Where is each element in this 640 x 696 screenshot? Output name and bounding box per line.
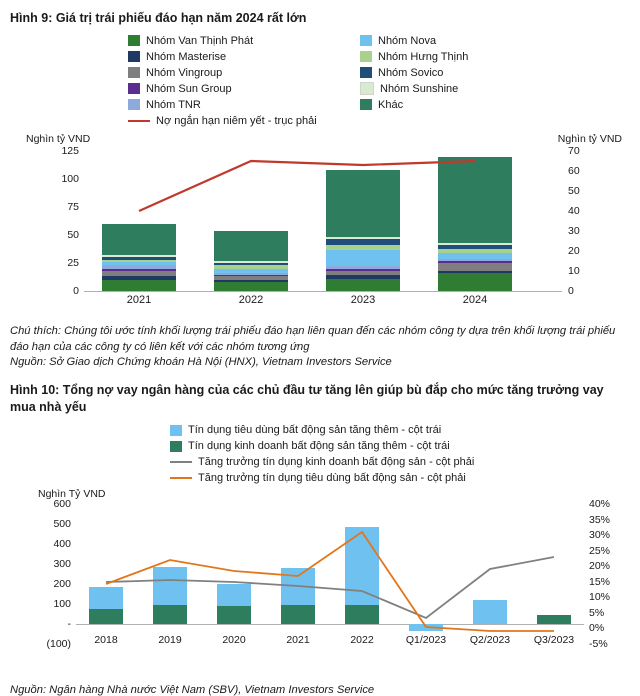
legend-item-hung-thinh: [360, 49, 560, 65]
y-tick-right: 70: [568, 144, 580, 157]
business-credit-growth-line: [106, 557, 554, 618]
legend-swatch: [170, 425, 182, 436]
y-tick-left: 0: [73, 284, 79, 297]
legend-swatch: [128, 67, 140, 78]
x-label-2024: 2024: [462, 293, 488, 306]
x-label-q1-2023: Q1/2023: [405, 634, 447, 647]
legend-item-business-credit: [170, 438, 630, 454]
y-tick-left: 50: [67, 228, 79, 241]
y-tick-left: 200: [53, 578, 71, 591]
legend-label: Nhóm TNR: [146, 98, 201, 111]
x-label-2021: 2021: [286, 634, 310, 647]
figure2-left-axis-unit: Nghìn Tỷ VND: [38, 488, 106, 501]
figure1-right-axis-unit: Nghìn tỷ VND: [557, 132, 622, 145]
figure2-chart: [10, 488, 630, 668]
y-tick-left: (100): [46, 638, 71, 651]
figure1-legend: [10, 33, 630, 129]
x-label-q3-2023: Q3/2023: [533, 634, 575, 647]
figure2-title: Hình 10: Tổng nợ vay ngân hàng của các chủ đầu tư tăng lên giúp bù đắp cho mức tăng trưởng vay mua nhà yếu: [10, 383, 604, 415]
legend-swatch: [128, 35, 140, 46]
x-label-2020: 2020: [222, 634, 246, 647]
legend-swatch: [360, 67, 372, 78]
consumer-credit-growth-line: [106, 532, 554, 631]
legend-item-sun-group: [128, 81, 360, 97]
x-label-2022: 2022: [238, 293, 264, 306]
y-tick-left: 100: [53, 598, 71, 611]
y-tick-right: 40: [568, 204, 580, 217]
y-tick-right: 0: [568, 284, 574, 297]
legend-item-business-credit-growth: [170, 454, 630, 470]
legend-line: [170, 477, 192, 479]
y-tick-left: 100: [61, 172, 79, 185]
y-tick-left: 500: [53, 518, 71, 531]
legend-swatch: [360, 35, 372, 46]
legend-swatch: [360, 51, 372, 62]
legend-label: Nhóm Sun Group: [146, 82, 232, 95]
y-tick-right: 35%: [589, 513, 611, 526]
short-term-debt-line: [139, 161, 475, 211]
y-tick-right: 0%: [589, 622, 605, 635]
legend-swatch: [128, 51, 140, 62]
legend-label: Nhóm Hưng Thịnh: [378, 50, 469, 63]
legend-item-van-thinh-phat: [128, 33, 360, 49]
legend-label: Nợ ngắn hạn niêm yết - trục phải: [156, 114, 317, 127]
legend-line: [128, 120, 150, 122]
x-label-2022: 2022: [350, 634, 374, 647]
legend-item-masterise: [128, 49, 360, 65]
legend-item-sunshine: [360, 81, 560, 97]
y-tick-right: 10: [568, 264, 580, 277]
y-tick-right: 30: [568, 224, 580, 237]
y-tick-right: 40%: [589, 498, 611, 511]
legend-swatch: [128, 99, 140, 110]
legend-label: Tăng trưởng tín dụng kinh doanh bất động sản - cột phải: [198, 456, 475, 469]
figure1-source: Nguồn: Sở Giao dịch Chứng khoán Hà Nội (HNX), Vietnam Investors Service: [10, 356, 392, 369]
y-tick-right: 60: [568, 164, 580, 177]
legend-label: Nhóm Masterise: [146, 50, 227, 63]
x-label-2023: 2023: [350, 293, 376, 306]
y-tick-right: 10%: [589, 591, 611, 604]
x-label-2021: 2021: [126, 293, 152, 306]
x-label-2019: 2019: [158, 634, 182, 647]
legend-item-vingroup: [128, 65, 360, 81]
y-tick-right: 30%: [589, 529, 611, 542]
legend-label: Nhóm Vingroup: [146, 66, 223, 79]
y-tick-left: 600: [53, 498, 71, 511]
legend-item-khac: [360, 97, 560, 113]
y-tick-right: -5%: [589, 638, 608, 651]
figure2-plot: [46, 498, 611, 651]
y-tick-left: 400: [53, 538, 71, 551]
figure1-plot: [61, 144, 580, 306]
y-tick-right: 50: [568, 184, 580, 197]
y-tick-left: 75: [67, 200, 79, 213]
y-tick-left: 25: [67, 256, 79, 269]
legend-swatch: [360, 82, 374, 95]
legend-item-consumer-credit-growth: [170, 470, 630, 486]
y-tick-right: 5%: [589, 606, 605, 619]
figure1-left-axis-unit: Nghìn tỷ VND: [26, 132, 91, 145]
x-label-q2-2023: Q2/2023: [469, 634, 511, 647]
legend-swatch: [128, 83, 140, 94]
legend-label: Tăng trưởng tín dụng tiêu dùng bất động sản - cột phải: [198, 472, 466, 485]
y-tick-right: 25%: [589, 544, 611, 557]
y-tick-left: -: [67, 618, 71, 631]
figure1-chart: [10, 133, 630, 313]
legend-line: [170, 461, 192, 463]
legend-label: Nhóm Van Thịnh Phát: [146, 34, 254, 47]
figure1-line-overlay: [84, 151, 544, 291]
legend-swatch: [360, 99, 372, 110]
figure1-title: Hình 9: Giá trị trái phiếu đáo hạn năm 2024 rất lớn: [10, 11, 307, 25]
figure2-legend: [10, 422, 630, 486]
y-tick-right: 20: [568, 244, 580, 257]
legend-label: Tín dụng kinh doanh bất động sản tăng thêm - cột trái: [188, 440, 450, 453]
legend-item-nova: [360, 33, 560, 49]
y-tick-right: 20%: [589, 560, 611, 573]
legend-label: Nhóm Nova: [378, 34, 437, 47]
figure2-source: Nguồn: Ngân hàng Nhà nước Việt Nam (SBV), Vietnam Investors Service: [10, 684, 375, 696]
legend-item-short-term-debt: [128, 113, 560, 129]
y-tick-right: 15%: [589, 575, 611, 588]
y-tick-left: 300: [53, 558, 71, 571]
legend-item-consumer-credit: [170, 422, 630, 438]
figure1-note: Chú thích: Chúng tôi ước tính khối lượng trái phiếu đáo hạn liên quan đến các nhóm công ty dựa trên khối lượng trái phiếu đáo hạn của các công ty có liên kết với các nhóm tương ứng: [10, 324, 616, 354]
legend-item-sovico: [360, 65, 560, 81]
legend-swatch: [170, 441, 182, 452]
legend-label: Tín dụng tiêu dùng bất động sản tăng thêm - cột trái: [188, 424, 442, 437]
legend-label: Nhóm Sunshine: [380, 82, 459, 95]
legend-label: Nhóm Sovico: [378, 66, 444, 79]
x-label-2018: 2018: [94, 634, 118, 647]
y-tick-left: 125: [61, 144, 79, 157]
figure2-line-overlay: [76, 504, 588, 647]
legend-label: Khác: [378, 98, 404, 111]
legend-item-tnr: [128, 97, 360, 113]
